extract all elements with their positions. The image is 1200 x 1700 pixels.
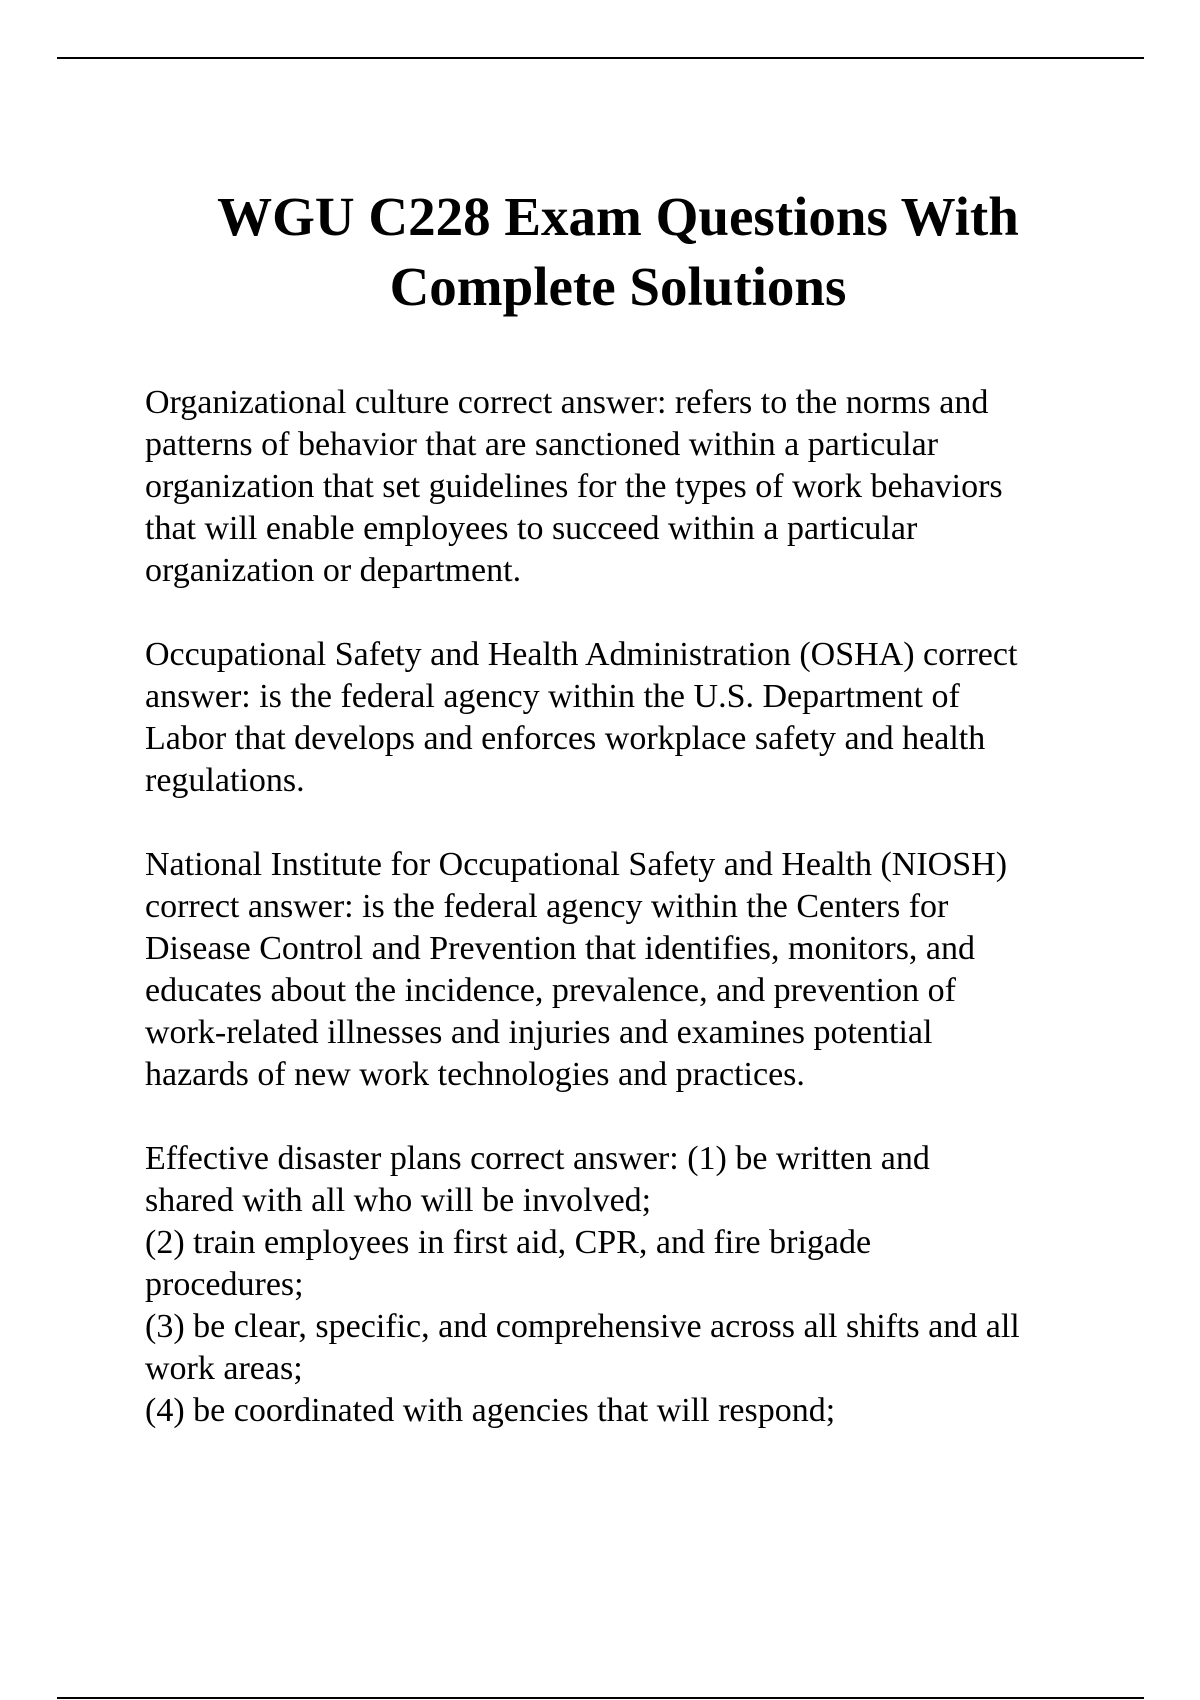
text-line: (3) be clear, specific, and comprehensive across all shifts and all xyxy=(145,1308,1020,1345)
text-line: Labor that develops and enforces workplace safety and health xyxy=(145,720,986,757)
text-line: Organizational culture correct answer: refers to the norms and xyxy=(145,384,989,421)
text-line: patterns of behavior that are sanctioned within a particular xyxy=(145,426,939,463)
text-line: organization or department. xyxy=(145,552,522,589)
text-line: educates about the incidence, prevalence, and prevention of xyxy=(145,972,956,1009)
text-line: (4) be coordinated with agencies that will respond; xyxy=(145,1392,836,1429)
top-rule xyxy=(57,57,1144,59)
text-line: work-related illnesses and injuries and examines potential xyxy=(145,1014,933,1051)
entry-osha xyxy=(145,634,1145,802)
text-line: Disease Control and Prevention that identifies, monitors, and xyxy=(145,930,976,967)
title-line: Complete Solutions xyxy=(389,256,847,317)
text-line: National Institute for Occupational Safety and Health (NIOSH) xyxy=(145,846,1008,883)
document-body xyxy=(145,382,1145,1474)
text-line: Effective disaster plans correct answer: (1) be written and xyxy=(145,1140,930,1177)
entry-organizational-culture xyxy=(145,382,1145,592)
entry-disaster-plans xyxy=(145,1138,1145,1432)
text-line: Occupational Safety and Health Administration (OSHA) correct xyxy=(145,636,1018,673)
document-title xyxy=(120,182,1116,322)
entry-niosh xyxy=(145,844,1145,1096)
title-line: WGU C228 Exam Questions With xyxy=(217,186,1019,247)
text-line: answer: is the federal agency within the U.S. Department of xyxy=(145,678,960,715)
text-line: procedures; xyxy=(145,1266,304,1303)
bottom-rule xyxy=(57,1697,1144,1699)
text-line: work areas; xyxy=(145,1350,303,1387)
text-line: shared with all who will be involved; xyxy=(145,1182,652,1219)
text-line: (2) train employees in first aid, CPR, and fire brigade xyxy=(145,1224,872,1261)
text-line: hazards of new work technologies and practices. xyxy=(145,1056,805,1093)
text-line: that will enable employees to succeed within a particular xyxy=(145,510,918,547)
text-line: organization that set guidelines for the types of work behaviors xyxy=(145,468,1003,505)
text-line: correct answer: is the federal agency within the Centers for xyxy=(145,888,949,925)
text-line: regulations. xyxy=(145,762,305,799)
